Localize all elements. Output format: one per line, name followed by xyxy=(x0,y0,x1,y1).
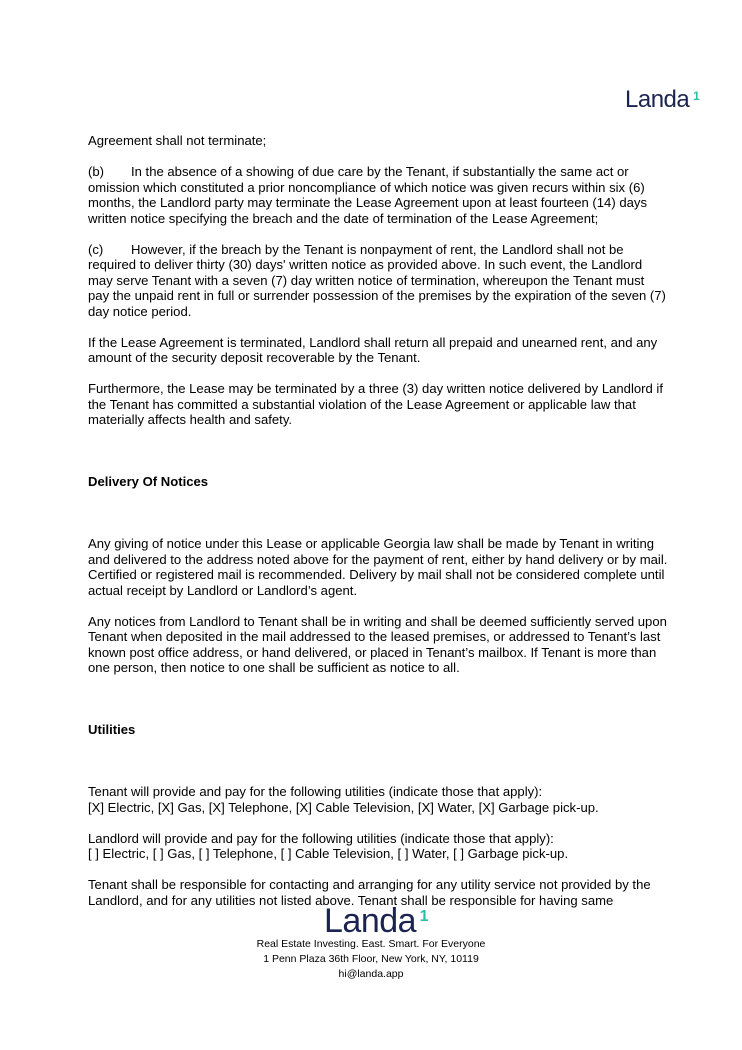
paragraph-tenant-utilities xyxy=(88,784,668,815)
footer-logo xyxy=(324,902,429,940)
tenant-utilities-line-2: [X] Electric, [X] Gas, [X] Telephone, [X] Cable Television, [X] Water, [X] Garbage pick-up. xyxy=(88,799,599,815)
document-body xyxy=(88,133,668,924)
landlord-utilities-line-2: [ ] Electric, [ ] Gas, [ ] Telephone, [ ] Cable Television, [ ] Water, [ ] Garbage pick-up. xyxy=(88,846,569,861)
paragraph-terminated: If the Lease Agreement is terminated, Landlord shall return all prepaid and unearned rent, and any amount of the security deposit recoverable by the Tenant. xyxy=(88,334,658,365)
paragraph-b xyxy=(88,164,668,226)
heading-utilities: Utilities xyxy=(88,722,136,737)
paragraph-c-text: However, if the breach by the Tenant is nonpayment of rent, the Landlord shall not be required to deliver thirty (30) days' written notice as provided above. In such event, the Landlord may serve Tenant with a seven (7) day written notice of termination, whereupon the Tenant must pay the unpaid rent in full or surrender possession of the premises by the expiration of the seven (7) day notice period. xyxy=(88,241,666,319)
paragraph-continuation: Agreement shall not terminate; xyxy=(88,133,267,148)
header-logo-mark: 1 xyxy=(693,89,700,103)
footer-logo-mark: 1 xyxy=(419,908,429,925)
heading-delivery-of-notices: Delivery Of Notices xyxy=(88,474,209,489)
header-logo-text: Landa xyxy=(625,86,690,113)
footer-tagline: Real Estate Investing. East. Smart. For Everyone xyxy=(256,938,486,950)
paragraph-notice-1: Any giving of notice under this Lease or applicable Georgia law shall be made by Tenant in writing and delivered to the address noted above for the payment of rent, either by hand delivery or by mail. Certified or registered mail is recommended. Delivery by mail shall not be considered complete until actual receipt by Landlord or Landlord’s agent. xyxy=(88,536,668,598)
footer-address: 1 Penn Plaza 36th Floor, New York, NY, 10119 xyxy=(263,953,479,965)
paragraph-c xyxy=(88,242,668,320)
footer-email: hi@landa.app xyxy=(338,968,404,980)
footer-contact xyxy=(0,937,742,982)
paragraph-c-label: (c) xyxy=(88,241,104,257)
header-logo xyxy=(625,86,700,114)
landlord-utilities-line-1: Landlord will provide and pay for the following utilities (indicate those that apply): xyxy=(88,830,554,846)
footer-logo-text: Landa xyxy=(324,902,417,940)
paragraph-landlord-utilities xyxy=(88,831,668,862)
paragraph-b-text: In the absence of a showing of due care by the Tenant, if substantially the same act or omission which constituted a prior noncompliance of which notice was given recurs within six (6) months, the Landlord party may terminate the Lease Agreement upon at least fourteen (14) days written notice specifying the breach and the date of termination of the Lease Agreement; xyxy=(88,164,647,226)
paragraph-responsible: Tenant shall be responsible for contacting and arranging for any utility service not provided by the Landlord, and for any utilities not listed above. Tenant shall be responsible for having same xyxy=(88,877,651,908)
paragraph-furthermore: Furthermore, the Lease may be terminated by a three (3) day written notice delivered by Landlord if the Tenant has committed a substantial violation of the Lease Agreement or applicable law that materially affects health and safety. xyxy=(88,381,663,427)
paragraph-b-label: (b) xyxy=(88,164,105,179)
paragraph-notice-2: Any notices from Landlord to Tenant shall be in writing and shall be deemed sufficiently served upon Tenant when deposited in the mail addressed to the leased premises, or addressed to Tenant’s last known post office address, or hand delivered, or placed in Tenant’s mailbox. If Tenant is more than one person, then notice to one shall be sufficient as notice to all. xyxy=(88,613,667,675)
tenant-utilities-line-1: Tenant will provide and pay for the following utilities (indicate those that apply): xyxy=(88,784,543,799)
